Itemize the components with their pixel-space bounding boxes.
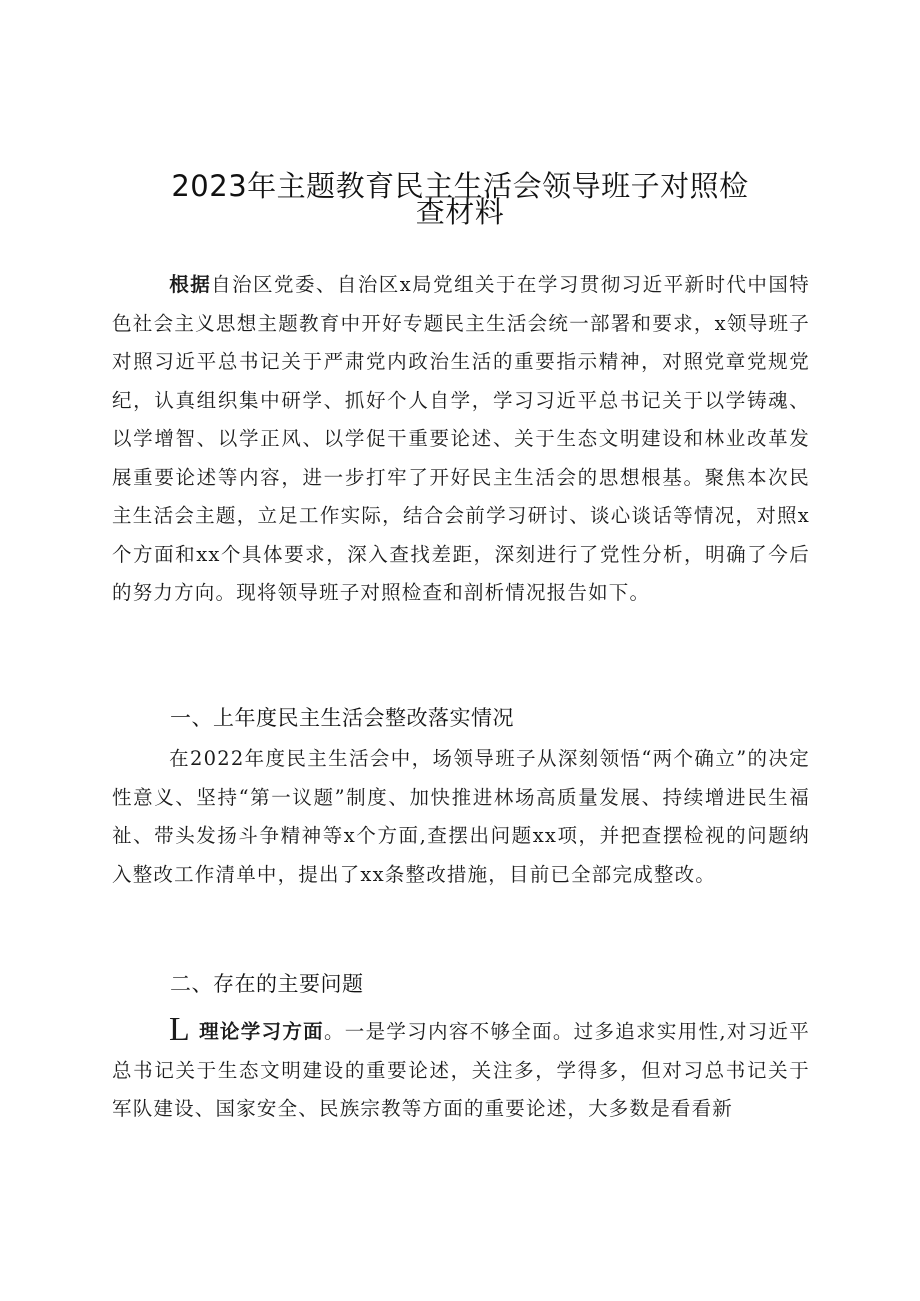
section2-heading: 二、存在的主要问题 [170, 972, 364, 996]
intro-text: 自治区党委、自治区x局党组关于在学习贯彻习近平新时代中国特色社会主义思想主题教育中开好专题民主生活会统一部署和要求，x领导班子对照习近平总书记关于严肃党内政治生活的重要指示精神，对照党章党规党纪，认真组织集中研学、抓好个人自学，学习习近平总书记关于以学铸魂、以学增智、以学正风、以学促干重要论述、关于生态文明建设和林业改革发展重要论述等内容，进一步打牢了开好民主生活会的思想根基。聚焦本次民主生活会主题，立足工作实际，结合会前学习研讨、谈心谈话等情况，对照x个方面和xx个具体要求，深入查找差距，深刻进行了党性分析，明确了今后的努力方向。现将领导班子对照检查和剖析情况报告如下。 [112, 273, 810, 604]
section1-text: 在2022年度民主生活会中，场领导班子从深刻领悟“两个确立”的决定性意义、坚持“第一议题”制度、加快推进林场高质量发展、持续增进民生福祉、带头发扬斗争精神等x个方面,查摆出问题xx项，并把查摆检视的问题纳入整改工作清单中，提出了xx条整改措施，目前已全部完成整改。 [112, 747, 810, 886]
section1-heading: 一、上年度民主生活会整改落实情况 [170, 706, 514, 730]
intro-paragraph [112, 266, 810, 613]
intro-lead: 根据 [169, 273, 212, 296]
item1-subheading: 理论学习方面 [198, 1020, 324, 1043]
document-title-line2: 查材料 [415, 195, 505, 229]
section2-item1-paragraph [112, 1011, 810, 1129]
item1-text: 。一是学习内容不够全面。过多追求实用性,对习近平总书记关于生态文明建设的重要论述，关注多，学得多，但对习总书记关于军队建设、国家安全、民族宗教等方面的重要论述，大多数是看看新 [112, 1020, 811, 1120]
section1-paragraph [112, 740, 810, 894]
item1-marker: L [169, 1011, 191, 1048]
document-title-line1: 2023年主题教育民主生活会领导班子对照检 [171, 169, 749, 203]
